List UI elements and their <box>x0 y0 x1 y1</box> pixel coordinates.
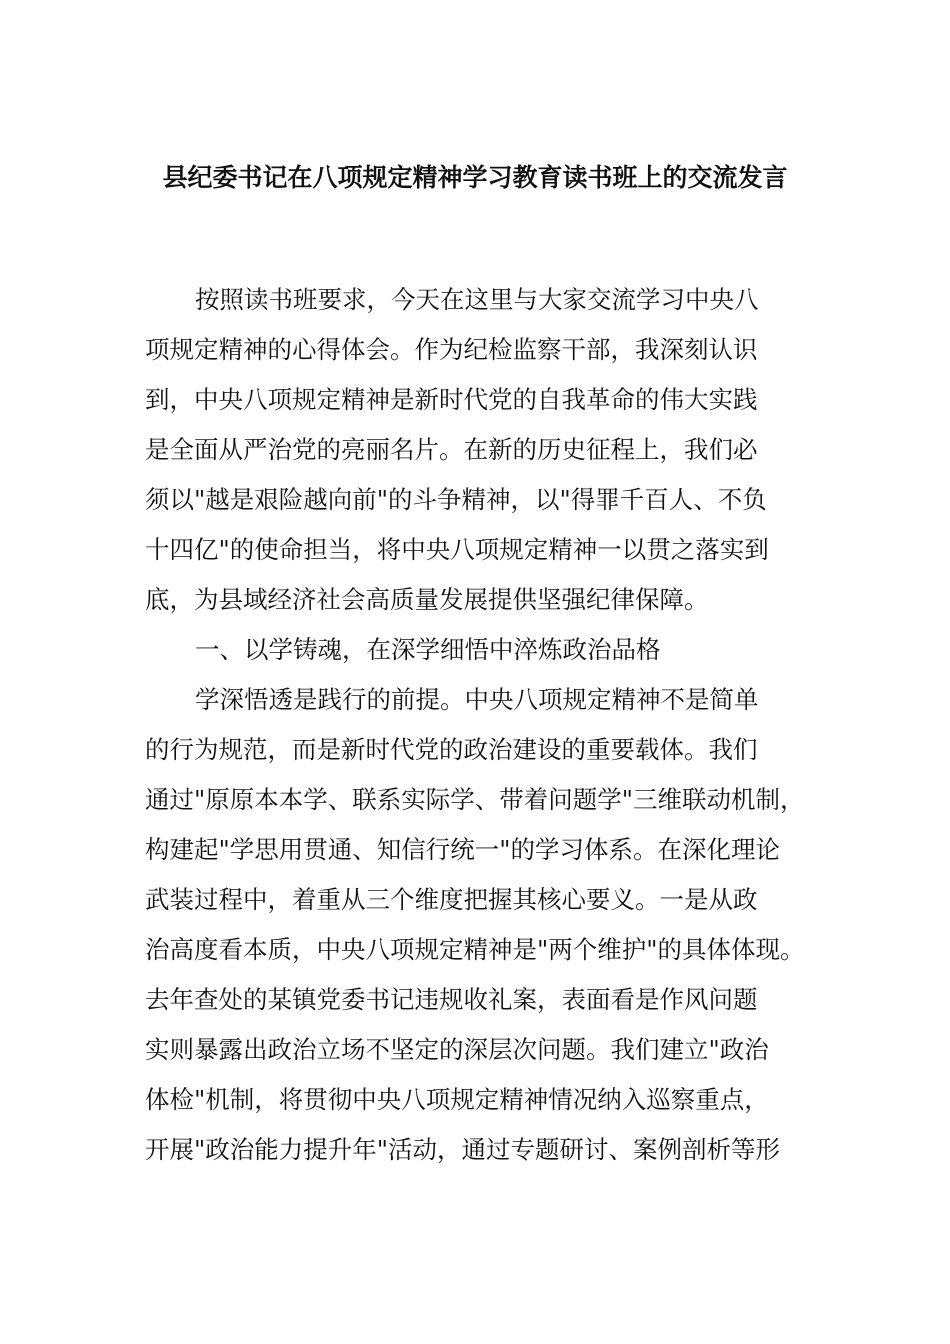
paragraph-line: 体检"机制，将贯彻中央八项规定精神情况纳入巡察重点， <box>145 1085 769 1114</box>
paragraph-line: 治高度看本质，中央八项规定精神是"两个维护"的具体体现。 <box>145 935 805 964</box>
paragraph-line: 去年查处的某镇党委书记违规收礼案，表面看是作风问题 <box>145 985 758 1014</box>
paragraph-line: 十四亿"的使命担当，将中央八项规定精神一以贯之落实到 <box>145 535 769 564</box>
paragraph-line: 底，为县域经济社会高质量发展提供坚强纪律保障。 <box>145 585 709 614</box>
paragraph-line: 开展"政治能力提升年"活动，通过专题研讨、案例剖析等形 <box>145 1135 781 1164</box>
paragraph-line: 到，中央八项规定精神是新时代党的自我革命的伟大实践 <box>145 385 758 414</box>
paragraph-line: 学深悟透是践行的前提。中央八项规定精神不是简单 <box>195 685 759 714</box>
section-heading: 一、以学铸魂，在深学细悟中淬炼政治品格 <box>195 635 661 664</box>
document-title: 县纪委书记在八项规定精神学习教育读书班上的交流发言 <box>162 163 788 192</box>
paragraph-line: 须以"越是艰险越向前"的斗争精神，以"得罪千百人、不负 <box>145 485 767 514</box>
paragraph-line: 武装过程中，着重从三个维度把握其核心要义。一是从政 <box>145 885 758 914</box>
paragraph-line: 项规定精神的心得体会。作为纪检监察干部，我深刻认识 <box>145 335 758 364</box>
paragraph-line: 构建起"学思用贯通、知信行统一"的学习体系。在深化理论 <box>145 835 781 864</box>
paragraph-line: 通过"原原本本学、联系实际学、带着问题学"三维联动机制， <box>145 785 805 814</box>
paragraph-line: 是全面从严治党的亮丽名片。在新的历史征程上，我们必 <box>145 435 758 464</box>
paragraph-line: 的行为规范，而是新时代党的政治建设的重要载体。我们 <box>145 735 758 764</box>
paragraph-line: 实则暴露出政治立场不坚定的深层次问题。我们建立"政治 <box>145 1035 769 1064</box>
paragraph-line: 按照读书班要求，今天在这里与大家交流学习中央八 <box>195 285 759 314</box>
